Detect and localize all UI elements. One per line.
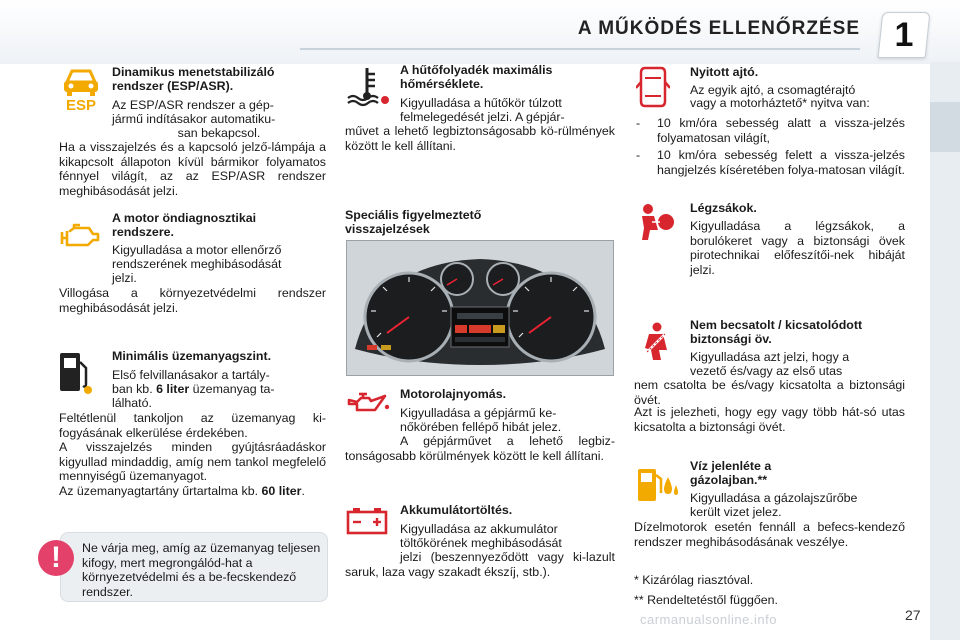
- esp-warning-icon: [58, 64, 104, 112]
- door-list-item-1: 10 km/óra sebesség alatt a vissza-jelzés folyamatosan világít,: [657, 116, 905, 145]
- water-paragraph: Dízelmotorok esetén fennáll a befecs-kendező rendszer meghibásodásának veszélye.: [634, 520, 905, 549]
- battery-icon: [346, 507, 388, 535]
- oil-can-icon: [345, 392, 393, 416]
- side-band-marker: [930, 102, 960, 152]
- airbag-icon: [636, 202, 676, 242]
- engine-text-2: rendszerének meghibásodását: [112, 257, 282, 271]
- fuel-text-2-pre: ban kb.: [112, 382, 157, 396]
- fuel-text-3: lálható.: [112, 396, 152, 410]
- battery-title: Akkumulátortöltés.: [400, 503, 513, 517]
- airbag-paragraph: Kigyulladása a légzsákok, a borulókeret vagy a biztonsági övek pirotechnikai előfeszítői-nek hibáját jelzi.: [690, 219, 905, 277]
- coolant-title-2: hőmérséklete.: [400, 77, 484, 91]
- watermark: carmanualsonline.info: [640, 612, 777, 627]
- chapter-number: 1: [894, 16, 914, 54]
- door-dash-1: -: [636, 116, 641, 130]
- page-title: A MŰKÖDÉS ELLENŐRZÉSE: [577, 18, 860, 39]
- oil-paragraph: A gépjárművet a lehető legbiz-tonságosabb körülmények között le kell állítani.: [345, 434, 615, 463]
- battery-text-1: Kigyulladása az akkumulátor: [400, 522, 558, 536]
- engine-text-1: Kigyulladása a motor ellenőrző: [112, 243, 282, 257]
- esp-title-2: rendszer (ESP/ASR).: [112, 79, 234, 93]
- side-band: [930, 62, 960, 640]
- door-title: Nyitott ajtó.: [690, 65, 759, 79]
- water-in-fuel-icon: [636, 463, 680, 505]
- water-text-1: Kigyulladása a gázolajszűrőbe: [690, 491, 858, 505]
- warning-text: Ne várja meg, amíg az üzemanyag teljesen kifogy, mert megrongálód-hat a környezetvédelmi és a be-fecskendező rendszer.: [82, 541, 321, 599]
- seatbelt-icon: [641, 322, 671, 362]
- engine-paragraph: Villogása a környezetvédelmi rendszer meghibásodását jelzi.: [59, 286, 326, 315]
- seatbelt-text-2: vezető és/vagy az első utas: [690, 364, 843, 378]
- footnote-2: ** Rendeltetéstől függően.: [634, 593, 778, 607]
- coolant-text-1: Kigyulladása a hűtőkör túlzott: [400, 96, 562, 110]
- fuel-title: Minimális üzemanyagszint.: [112, 349, 272, 363]
- exclamation-icon: !: [38, 540, 74, 576]
- coolant-temperature-icon: [345, 66, 391, 108]
- footnote-1: * Kizárólag riasztóval.: [634, 573, 754, 587]
- esp-paragraph: Ha a visszajelzés és a kapcsoló jelző-lámpája a kikapcsolt állapoton kívül bármikor folyamatos fénnyel világít, az az ESP/ASR rendszer meghibásodását jelzi.: [59, 140, 326, 198]
- fuel-pump-icon: [58, 350, 92, 396]
- coolant-paragraph: művet a lehető legbiztonságosabb kö-rülmények között le kell állítani.: [345, 124, 615, 153]
- coolant-text-2: felmelegedését jelzi. A gépjár-: [400, 110, 565, 124]
- fuel-capacity-pre: Az üzemanyagtartány űrtartalma kb.: [59, 484, 262, 498]
- battery-text-2: töltőkörének meghibásodását: [400, 536, 562, 550]
- engine-title-1: A motor öndiagnosztikai: [112, 211, 257, 225]
- water-title-2: gázolajban.**: [690, 473, 768, 487]
- svg-text:ESP: ESP: [65, 97, 97, 112]
- seatbelt-title-2: biztonsági öv.: [690, 332, 772, 346]
- fuel-paragraph-3: [59, 484, 326, 499]
- esp-text-2: jármű indításakor automatiku-: [112, 112, 276, 126]
- fuel-capacity: 60 liter: [261, 484, 302, 498]
- water-title-1: Víz jelenléte a: [690, 459, 772, 473]
- seatbelt-title-1: Nem becsatolt / kicsatolódott: [690, 318, 863, 332]
- battery-paragraph: jelzi (beszennyeződött vagy ki-lazult saruk, laza vagy szakadt ékszíj, stb.).: [345, 550, 615, 579]
- fuel-text-1: Első felvillanásakor a tartály-: [112, 368, 270, 382]
- engine-title-2: rendszere.: [112, 225, 174, 239]
- engine-text-3: jelzi.: [112, 271, 137, 285]
- special-title-1: Speciális figyelmeztető: [345, 208, 482, 222]
- door-text-1: Az egyik ajtó, a csomagtérajtó: [690, 83, 856, 97]
- fuel-text-2-post: üzemanyag ta-: [189, 382, 275, 396]
- special-title-2: visszajelzések: [345, 222, 430, 236]
- seatbelt-paragraph-1: nem csatolta be és/vagy kicsatolta a biztonsági övét.: [634, 378, 905, 407]
- oil-text-1: Kigyulladása a gépjármű ke-: [400, 406, 557, 420]
- page-number: 27: [905, 607, 921, 623]
- instrument-cluster-illustration: [346, 240, 614, 376]
- door-dash-2: -: [636, 148, 641, 162]
- airbag-title: Légzsákok.: [690, 201, 757, 215]
- water-text-2: került vizet jelez.: [690, 505, 782, 519]
- fuel-liters: 6 liter: [156, 382, 190, 396]
- seatbelt-text-1: Kigyulladása azt jelzi, hogy a: [690, 350, 850, 364]
- door-list-item-2: 10 km/óra sebesség felett a vissza-jelzés hangjelzés kíséretében folya-matosan világít.: [657, 148, 905, 177]
- engine-check-icon: [58, 222, 104, 252]
- fuel-text-2: [112, 382, 275, 397]
- esp-title-1: Dinamikus menetstabilizáló: [112, 65, 275, 79]
- fuel-paragraph-2: A visszajelzés minden gyújtásráadáskor kigyullad mindaddig, amíg nem tankol megfelelő mennyiségű üzemanyagot.: [59, 440, 326, 483]
- door-text-2: vagy a motorháztető* nyitva van:: [690, 96, 870, 110]
- fuel-capacity-post: .: [301, 484, 305, 498]
- seatbelt-paragraph-2: Azt is jelezheti, hogy egy vagy több hát-só utas kicsatolta a biztonsági övét.: [634, 405, 905, 434]
- header-rule: [300, 48, 860, 50]
- esp-text-1: Az ESP/ASR rendszer a gép-: [112, 98, 274, 112]
- esp-text-3: san bekapcsol.: [177, 126, 261, 140]
- oil-title: Motorolajnyomás.: [400, 387, 507, 401]
- coolant-title-1: A hűtőfolyadék maximális: [400, 63, 553, 77]
- open-door-car-icon: [636, 64, 670, 110]
- oil-text-2: nőkörében fellépő hibát jelez.: [400, 420, 562, 434]
- fuel-paragraph-1: Feltétlenül tankoljon az üzemanyag ki-fogyásának elkerülése érdekében.: [59, 411, 326, 440]
